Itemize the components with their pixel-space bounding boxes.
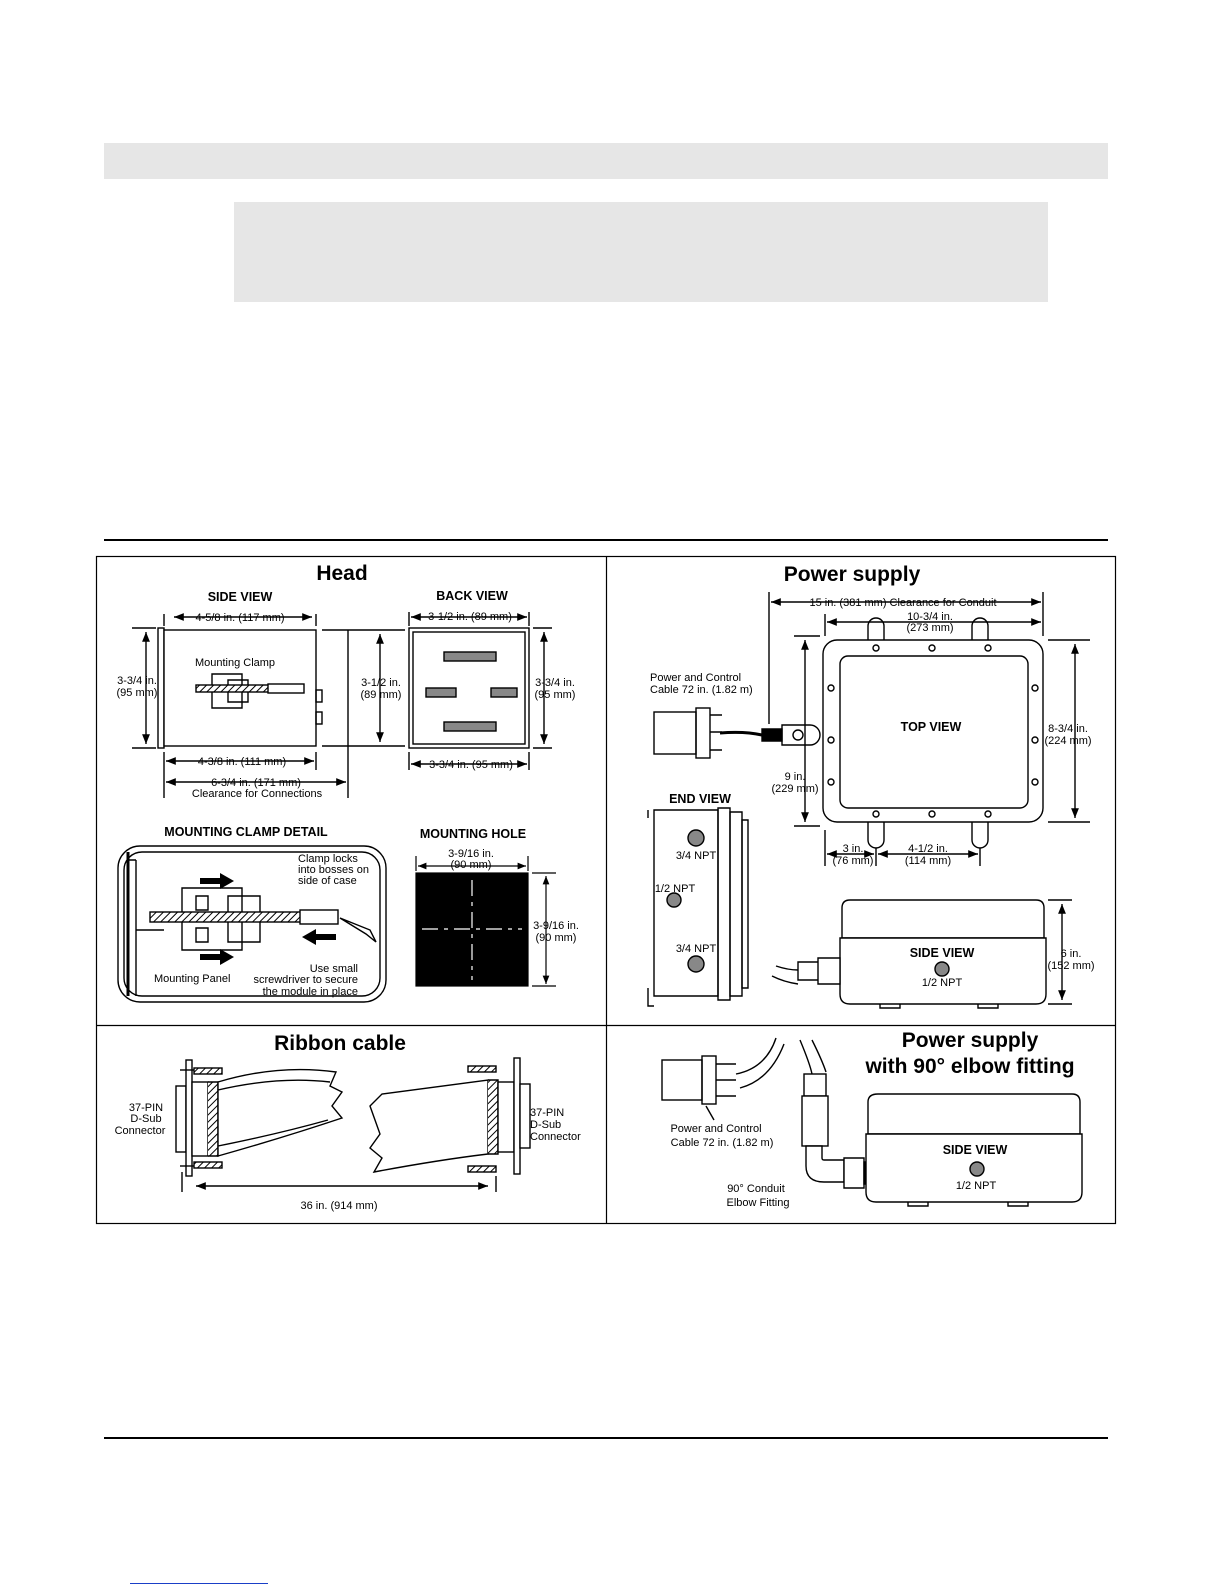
head-back-view-label: BACK VIEW	[436, 589, 508, 603]
ps-side-view-label: SIDE VIEW	[909, 946, 975, 960]
elbow-panel	[662, 1029, 1082, 1209]
ps-three-2: (76 mm)	[832, 855, 874, 867]
elbow-cable-1: Power and Control	[670, 1123, 762, 1135]
ps-height-2: (224 mm)	[1044, 735, 1092, 747]
dim-side-width: 4-5/8 in. (117 mm)	[195, 612, 285, 624]
clamp-locks-1: Clamp locks	[298, 853, 358, 865]
head-back-view-drawing	[322, 612, 552, 770]
ps-nine-2: (229 mm)	[771, 783, 819, 795]
head-title: Head	[316, 562, 368, 585]
ps-six-1: 6 in.	[1060, 948, 1082, 960]
elbow-title-1: Power supply	[901, 1029, 1039, 1052]
ribbon-right-2: D-Sub	[530, 1119, 562, 1131]
ps-nine-1: 9 in.	[784, 771, 806, 783]
power-supply-end-view-drawing	[648, 808, 748, 1006]
ps-npt-34-a: 3/4 NPT	[675, 850, 717, 862]
dim-back-outer-height-1: 3-3/4 in.	[535, 677, 575, 689]
ribbon-left-1: 37-PIN	[128, 1102, 164, 1114]
ps-clearance: 15 in. (381 mm) Clearance for Conduit	[809, 597, 997, 609]
hole-width-2: (90 mm)	[450, 859, 492, 871]
dim-back-outer-width: 3-3/4 in. (95 mm)	[429, 759, 513, 771]
ribbon-title: Ribbon cable	[274, 1032, 406, 1055]
head-panel	[117, 562, 579, 1002]
ps-top-view-label: TOP VIEW	[900, 720, 962, 734]
ps-height-1: 8-3/4 in.	[1048, 723, 1088, 735]
elbow-cable-2: Cable 72 in. (1.82 m)	[670, 1137, 774, 1149]
ribbon-cable-drawing	[176, 1058, 530, 1192]
ps-npt-12: 1/2 NPT	[654, 883, 696, 895]
dim-clearance-1: 6-3/4 in. (171 mm)	[211, 777, 301, 789]
use-small-1: Use small	[309, 963, 358, 975]
ribbon-cable-panel	[115, 1032, 581, 1212]
ribbon-left-2: D-Sub	[130, 1113, 162, 1125]
dim-back-inner-height-2: (89 mm)	[360, 689, 402, 701]
ribbon-left-3: Connector	[114, 1125, 166, 1137]
elbow-title-2: with 90° elbow fitting	[865, 1055, 1075, 1078]
elbow-npt: 1/2 NPT	[955, 1180, 997, 1192]
dim-back-outer-height-2: (95 mm)	[534, 689, 576, 701]
power-supply-panel	[648, 563, 1095, 1008]
dim-back-inner-width: 3-1/2 in. (89 mm)	[428, 611, 512, 623]
ps-npt-34-b: 3/4 NPT	[675, 943, 717, 955]
dim-clearance-2: Clearance for Connections	[191, 788, 323, 800]
power-supply-title: Power supply	[783, 563, 921, 586]
ps-width-1: 10-3/4 in.	[907, 611, 953, 623]
power-supply-top-view-drawing	[654, 592, 1090, 866]
dim-side-height-1: 3-3/4 in.	[117, 675, 157, 687]
ps-width-2: (273 mm)	[906, 622, 954, 634]
ps-four-half-1: 4-1/2 in.	[908, 843, 948, 855]
clamp-locks-3: side of case	[298, 875, 357, 887]
use-small-2: screwdriver to secure	[253, 974, 358, 986]
dim-side-depth: 4-3/8 in. (111 mm)	[197, 756, 287, 768]
ribbon-length: 36 in. (914 mm)	[300, 1200, 378, 1212]
hole-width-1: 3-9/16 in.	[448, 848, 494, 860]
use-small-3: the module in place	[262, 986, 358, 998]
head-side-view-label: SIDE VIEW	[207, 590, 273, 604]
ps-side-npt: 1/2 NPT	[921, 977, 963, 989]
mounting-panel-label: Mounting Panel	[154, 973, 231, 985]
head-side-view-drawing	[132, 614, 348, 798]
mounting-clamp-detail-label: MOUNTING CLAMP DETAIL	[164, 825, 328, 839]
ps-three-1: 3 in.	[842, 843, 864, 855]
ps-six-2: (152 mm)	[1047, 960, 1095, 972]
elbow-fitting-1: 90° Conduit	[727, 1183, 785, 1195]
dim-back-inner-height-1: 3-1/2 in.	[361, 677, 401, 689]
ribbon-right-1: 37-PIN	[530, 1107, 565, 1119]
ps-cable-1: Power and Control	[650, 672, 742, 684]
dim-side-height-2: (95 mm)	[116, 687, 158, 699]
elbow-side-view-label: SIDE VIEW	[942, 1143, 1008, 1157]
mounting-clamp-label: Mounting Clamp	[194, 657, 276, 669]
ribbon-right-3: Connector	[530, 1131, 581, 1143]
hole-height-2: (90 mm)	[535, 932, 577, 944]
ps-end-view-label: END VIEW	[669, 792, 731, 806]
ps-four-half-2: (114 mm)	[904, 855, 952, 867]
clamp-locks-2: into bosses on	[298, 864, 369, 876]
ps-cable-2: Cable 72 in. (1.82 m)	[650, 684, 753, 696]
elbow-fitting-2: Elbow Fitting	[726, 1197, 790, 1209]
hole-height-1: 3-9/16 in.	[533, 920, 579, 932]
mounting-hole-label: MOUNTING HOLE	[419, 827, 527, 841]
